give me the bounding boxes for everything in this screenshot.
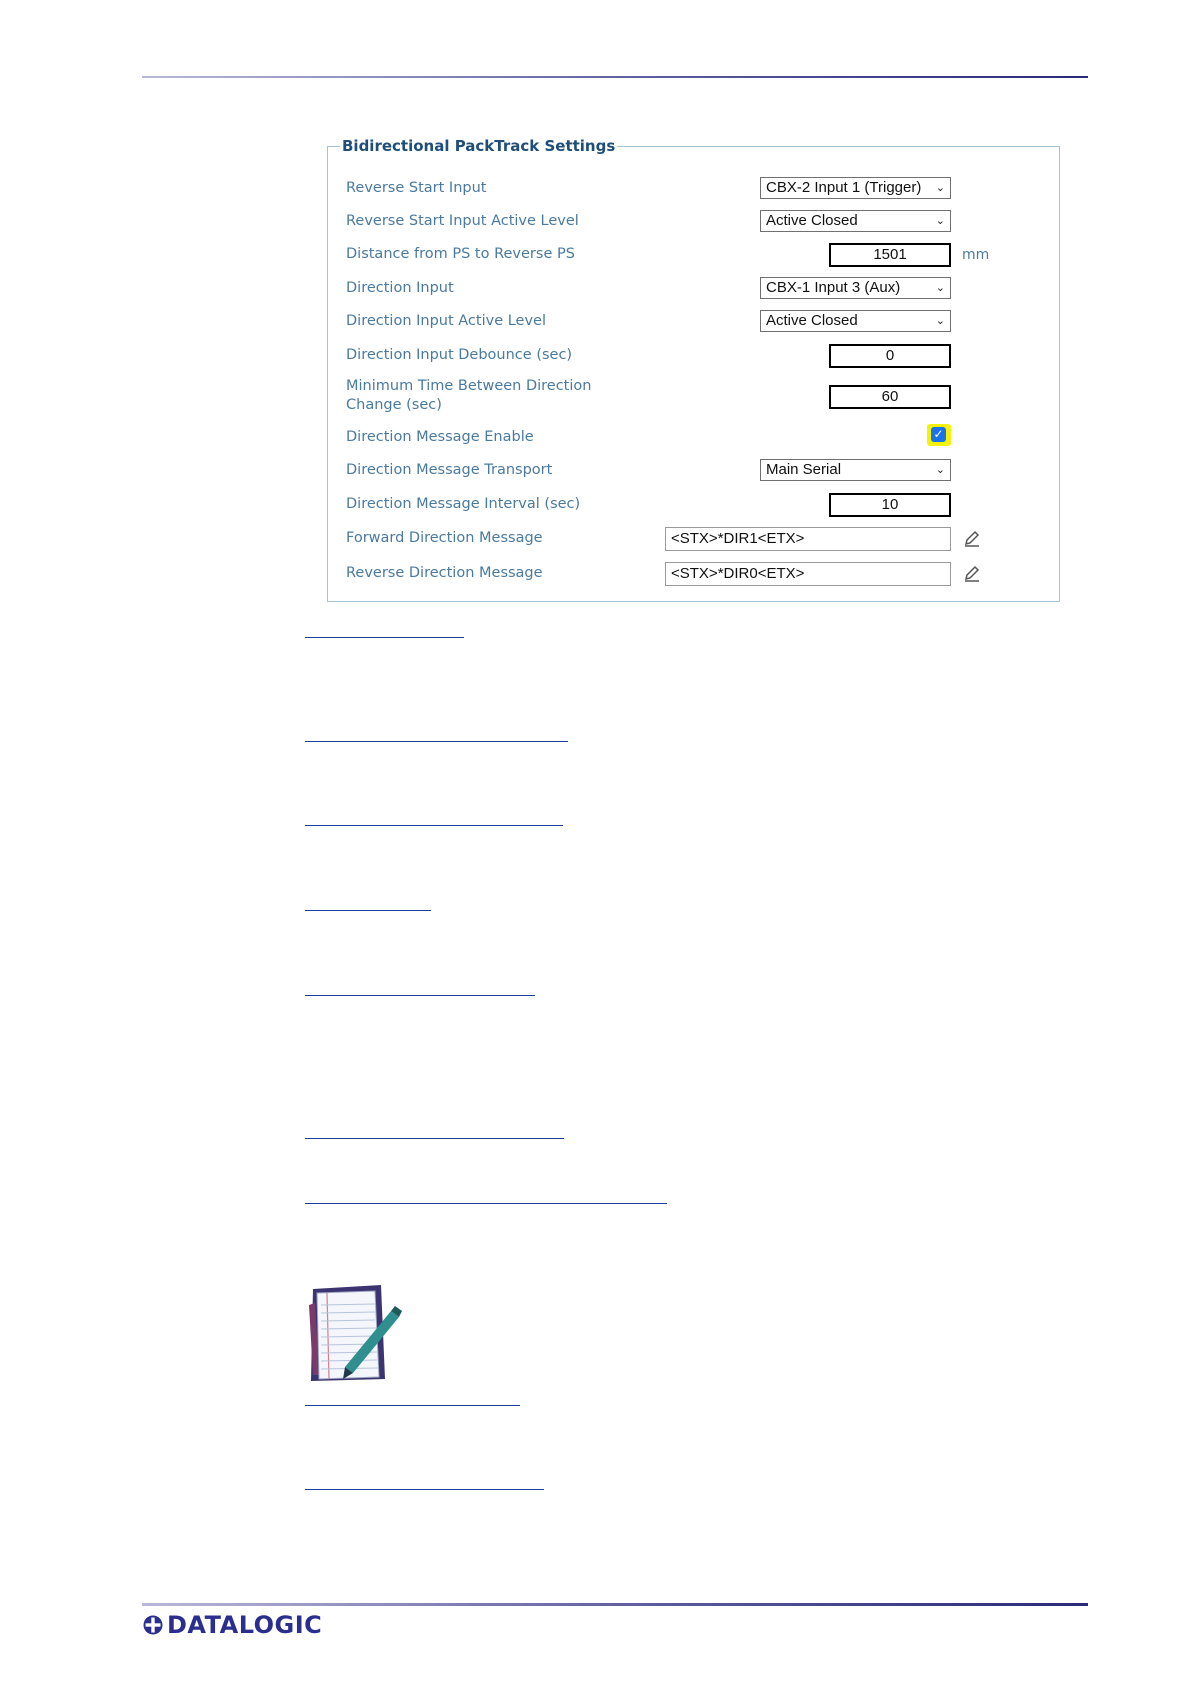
- reverse-direction-message-label: Reverse Direction Message: [346, 565, 543, 581]
- row-direction-input: [328, 277, 1059, 299]
- row-direction-input-active-level: [328, 310, 1059, 332]
- min-time-between-direction-change-input[interactable]: 60: [829, 385, 951, 409]
- reverse-start-input-select[interactable]: [760, 177, 951, 199]
- row-min-time-between-direction-change: [328, 378, 1059, 413]
- footer-rule: [142, 1603, 1088, 1606]
- link-underline[interactable]: [305, 825, 563, 826]
- link-underline[interactable]: [305, 910, 431, 911]
- link-underline[interactable]: [305, 637, 464, 638]
- link-underline[interactable]: [305, 1138, 564, 1139]
- reverse-start-input-value: CBX-2 Input 1 (Trigger): [766, 179, 922, 196]
- row-direction-message-interval: [328, 493, 1059, 515]
- distance-ps-to-reverse-ps-input[interactable]: 1501: [829, 243, 951, 267]
- direction-message-enable-label: Direction Message Enable: [346, 429, 534, 445]
- pencil-icon[interactable]: [962, 529, 982, 549]
- checkmark-icon: ✓: [931, 427, 946, 442]
- direction-message-interval-label: Direction Message Interval (sec): [346, 496, 581, 512]
- direction-input-active-level-select[interactable]: [760, 310, 951, 332]
- link-underline[interactable]: [305, 1489, 544, 1490]
- direction-message-transport-label: Direction Message Transport: [346, 462, 553, 478]
- datalogic-mark-icon: [142, 1614, 164, 1636]
- reverse-start-input-active-level-label: Reverse Start Input Active Level: [346, 213, 579, 229]
- direction-message-enable-checkbox[interactable]: [927, 424, 951, 446]
- row-distance-ps-to-reverse-ps: [328, 243, 1059, 265]
- chevron-down-icon: ⌄: [935, 282, 945, 294]
- logo-text: DATALOGIC: [167, 1611, 323, 1639]
- forward-direction-message-input[interactable]: <STX>*DIR1<ETX>: [665, 527, 951, 551]
- chevron-down-icon: ⌄: [935, 182, 945, 194]
- row-reverse-start-input: [328, 177, 1059, 199]
- reverse-direction-message-input[interactable]: <STX>*DIR0<ETX>: [665, 562, 951, 586]
- direction-input-label: Direction Input: [346, 280, 454, 296]
- reverse-start-input-label: Reverse Start Input: [346, 180, 487, 196]
- direction-message-interval-input[interactable]: 10: [829, 493, 951, 517]
- header-rule: [142, 76, 1088, 78]
- pencil-icon[interactable]: [962, 564, 982, 584]
- direction-input-select[interactable]: [760, 277, 951, 299]
- panel-title: Bidirectional PackTrack Settings: [342, 137, 616, 155]
- direction-input-debounce-label: Direction Input Debounce (sec): [346, 347, 573, 363]
- bidirectional-packtrack-settings-panel: [327, 137, 1060, 602]
- distance-unit: mm: [962, 247, 990, 263]
- row-reverse-direction-message: [328, 562, 1059, 584]
- datalogic-logo: [142, 1610, 322, 1640]
- row-reverse-start-input-active-level: [328, 210, 1059, 232]
- min-time-between-direction-change-label: Minimum Time Between Direction Change (sec): [346, 378, 592, 413]
- distance-ps-to-reverse-ps-label: Distance from PS to Reverse PS: [346, 246, 575, 262]
- link-underline[interactable]: [305, 1203, 667, 1204]
- chevron-down-icon: ⌄: [935, 464, 945, 476]
- link-underline[interactable]: [305, 995, 535, 996]
- reverse-start-input-active-level-select[interactable]: [760, 210, 951, 232]
- row-direction-input-debounce: [328, 344, 1059, 366]
- row-direction-message-transport: [328, 459, 1059, 481]
- forward-direction-message-label: Forward Direction Message: [346, 530, 543, 546]
- link-underline[interactable]: [305, 741, 568, 742]
- chevron-down-icon: ⌄: [935, 215, 945, 227]
- direction-message-transport-value: Main Serial: [766, 461, 842, 478]
- row-direction-message-enable: [328, 426, 1059, 448]
- row-forward-direction-message: [328, 527, 1059, 549]
- direction-input-active-level-label: Direction Input Active Level: [346, 313, 547, 329]
- chevron-down-icon: ⌄: [935, 315, 945, 327]
- link-underline[interactable]: [305, 1405, 520, 1406]
- direction-input-debounce-input[interactable]: 0: [829, 344, 951, 368]
- direction-input-value: CBX-1 Input 3 (Aux): [766, 279, 901, 296]
- reverse-start-input-active-level-value: Active Closed: [766, 212, 858, 229]
- notepad-pen-icon: [305, 1275, 405, 1385]
- direction-message-transport-select[interactable]: [760, 459, 951, 481]
- direction-input-active-level-value: Active Closed: [766, 312, 858, 329]
